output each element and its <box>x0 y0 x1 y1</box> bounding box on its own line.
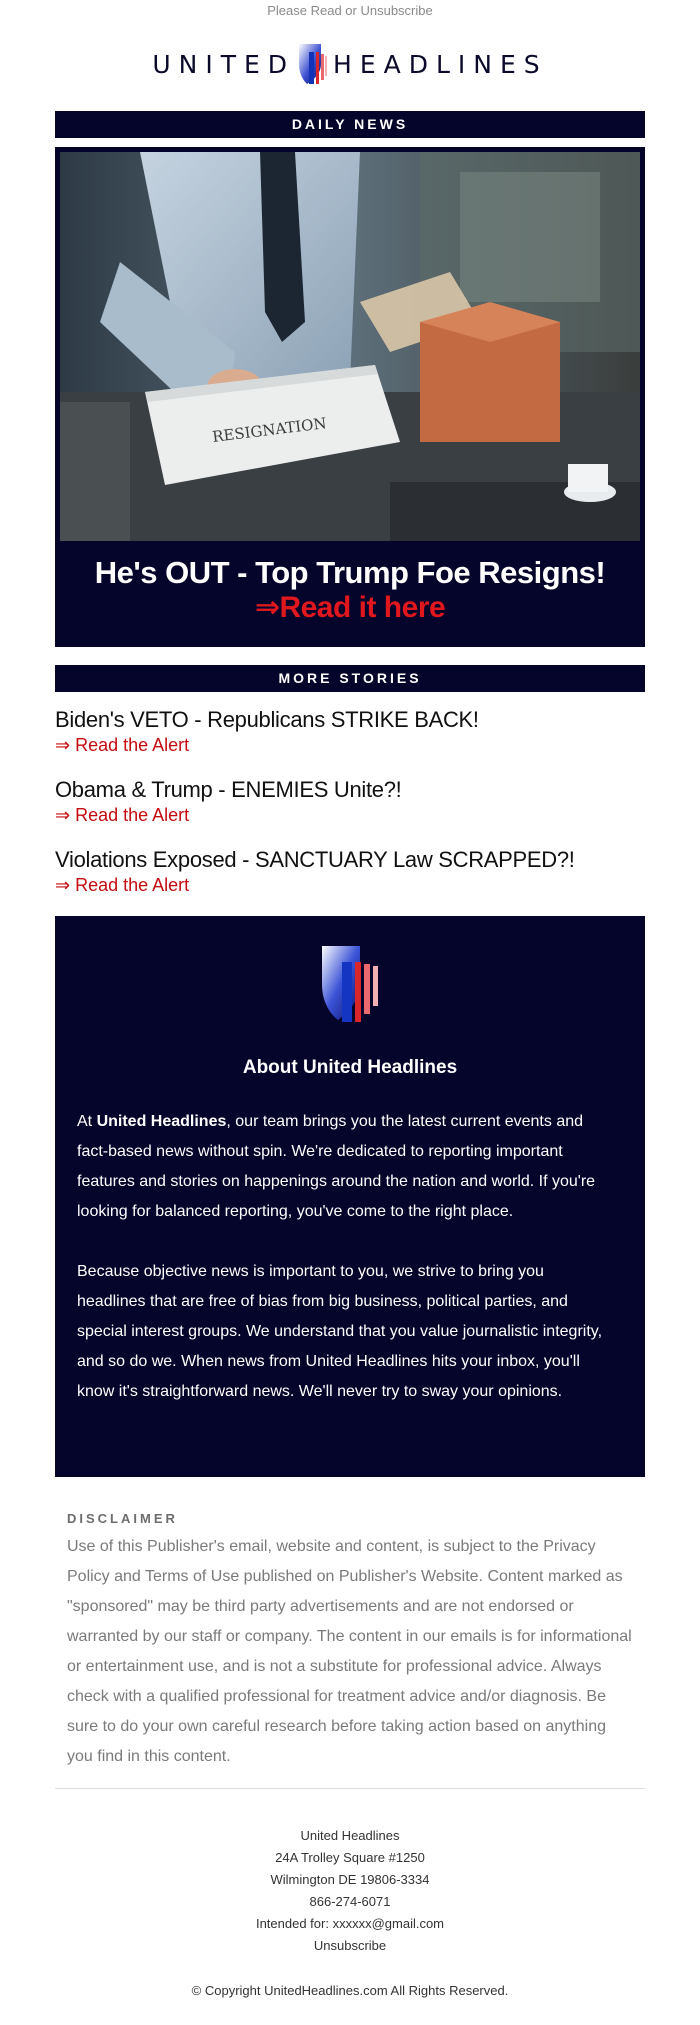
footer-company: United Headlines <box>300 1828 400 1843</box>
unsubscribe-link[interactable]: Unsubscribe <box>313 1938 387 1953</box>
footer-phone: 866-274-6071 <box>309 1894 391 1909</box>
unsubscribe-preheader-link[interactable]: Please Read or Unsubscribe <box>267 3 433 18</box>
hero-feature[interactable] <box>55 147 645 647</box>
preheader <box>0 0 700 23</box>
shield-logo-icon <box>297 42 329 86</box>
about-paragraph <box>77 1107 603 1227</box>
story-item[interactable] <box>55 776 645 826</box>
story-item[interactable] <box>55 706 645 756</box>
hero-resignation-photo[interactable] <box>60 152 640 541</box>
footer-intended: Intended for: xxxxxx@gmail.com <box>255 1916 445 1931</box>
read-alert-link[interactable]: ⇒ Read the Alert <box>55 805 190 825</box>
logo-word-left: UNITED <box>152 49 296 79</box>
footer-address-line2: Wilmington DE 19806-3334 <box>270 1872 430 1887</box>
about-section <box>55 916 645 1477</box>
story-title[interactable]: Violations Exposed - SANCTUARY Law SCRAPPED?! <box>55 847 575 872</box>
envelope-label: RESIGNATION <box>211 414 328 446</box>
footer-address-line1: 24A Trolley Square #1250 <box>275 1850 425 1865</box>
story-title[interactable]: Biden's VETO - Republicans STRIKE BACK! <box>55 707 479 732</box>
disclaimer-text: Use of this Publisher's email, website and content, is subject to the Privacy Policy and Terms of Use published on Publisher's Website. Content marked as "sponsored" may be third party advertisements and are not endorsed or warranted by our staff or company. The content in our emails is for informational or entertainment use, and is not a substitute for professional advice. Always check with a qualified professional for treatment advice and/or diagnosis. Be sure to do your own careful research before taking action based on anything you find in this content. <box>67 1538 632 1765</box>
divider <box>55 1788 645 1789</box>
about-brand-name: United Headlines <box>96 1113 227 1130</box>
more-stories-band: MORE STORIES <box>55 665 645 692</box>
about-body <box>55 1107 645 1407</box>
read-alert-link[interactable]: ⇒ Read the Alert <box>55 735 190 755</box>
story-title[interactable]: Obama & Trump - ENEMIES Unite?! <box>55 777 402 802</box>
disclaimer-section <box>67 1511 633 1772</box>
read-alert-link[interactable]: ⇒ Read the Alert <box>55 875 190 895</box>
about-p1-rest: , our team brings you the latest current events and fact-based news without spin. We're dedicated to reporting important features and stories on happenings around the nation and world. If you're looking for balanced reporting, you've come to the right place. <box>77 1113 596 1220</box>
disclaimer-title: DISCLAIMER <box>67 1511 178 1526</box>
hero-headline[interactable]: He's OUT - Top Trump Foe Resigns! <box>94 555 606 590</box>
about-p1-prefix: At <box>77 1113 97 1130</box>
daily-news-band: DAILY NEWS <box>55 111 645 138</box>
brand-logo[interactable] <box>0 39 700 89</box>
hero-read-link[interactable]: ⇒Read it here <box>254 591 446 624</box>
story-list <box>55 706 645 896</box>
about-paragraph: Because objective news is important to you, we strive to bring you headlines that are free of bias from big business, political parties, and special interest groups. We understand that you value journalistic integrity, and so do we. When news from United Headlines hits your inbox, you'll know it's straightforward news. We'll never try to sway your opinions. <box>77 1263 603 1400</box>
footer-address <box>0 1825 700 1957</box>
story-item[interactable] <box>55 846 645 896</box>
about-title: About United Headlines <box>242 1057 458 1078</box>
shield-logo-icon <box>318 916 382 1024</box>
logo-word-right: HEADLINES <box>333 49 548 79</box>
copyright: © Copyright UnitedHeadlines.com All Rights Reserved. <box>191 1983 509 1998</box>
